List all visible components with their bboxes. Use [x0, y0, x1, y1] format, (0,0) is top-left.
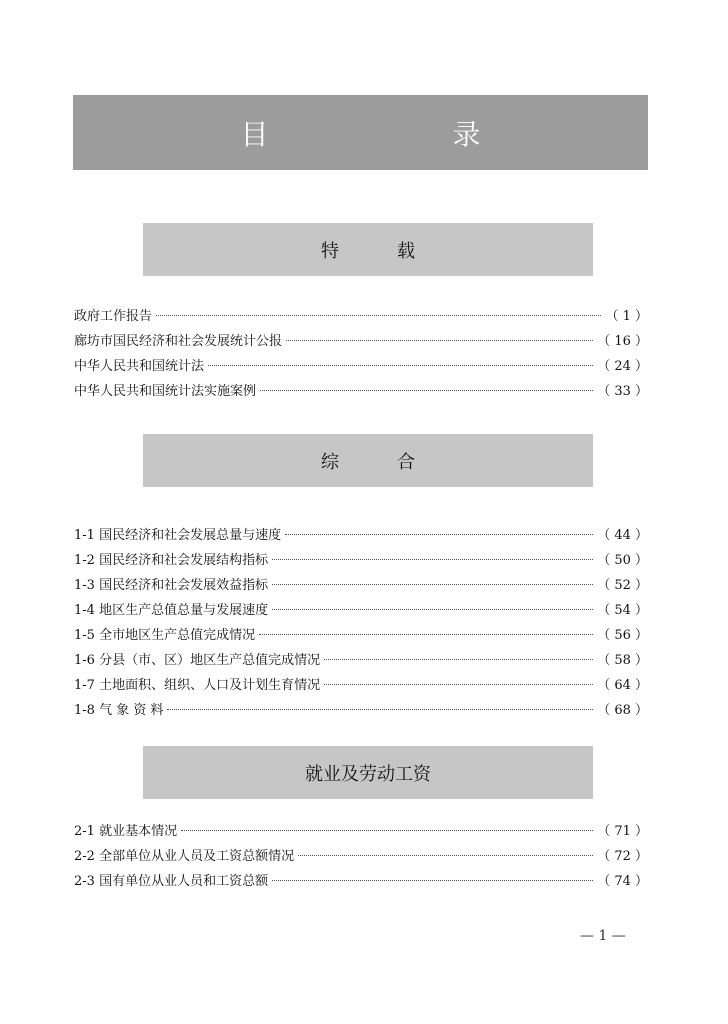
toc-entry-label: 1-8 气 象 资 料 [74, 703, 164, 718]
toc-entry[interactable] [74, 329, 648, 354]
toc-entry-label: 1-5 全市地区生产总值完成情况 [74, 628, 256, 643]
section-header-special [143, 223, 593, 276]
toc-entry-label: 1-1 国民经济和社会发展总量与速度 [74, 528, 282, 543]
toc-entry-page: （ 44 ） [597, 528, 648, 543]
toc-entry[interactable] [74, 548, 648, 573]
toc-entry-page: （ 64 ） [597, 678, 648, 693]
dot-leader [286, 340, 593, 341]
toc-entry[interactable] [74, 523, 648, 548]
dot-leader [208, 365, 593, 366]
toc-entry-label: 1-4 地区生产总值总量与发展速度 [74, 603, 269, 618]
toc-entry-label: 中华人民共和国统计法 [74, 359, 205, 374]
toc-entry[interactable] [74, 673, 648, 698]
toc-entry-page: （ 33 ） [597, 384, 648, 399]
toc-entry-page: （ 56 ） [597, 628, 648, 643]
toc-entry-page: （ 1 ） [605, 309, 648, 324]
toc-list-employment [74, 819, 648, 894]
toc-list-special [74, 304, 648, 404]
toc-entry[interactable] [74, 379, 648, 404]
toc-entry-page: （ 16 ） [597, 334, 648, 349]
toc-entry[interactable] [74, 598, 648, 623]
dot-leader [272, 584, 593, 585]
toc-entry-page: （ 58 ） [597, 653, 648, 668]
toc-entry-page: （ 52 ） [597, 578, 648, 593]
toc-entry-page: （ 24 ） [597, 359, 648, 374]
toc-entry-label: 1-2 国民经济和社会发展结构指标 [74, 553, 269, 568]
page-number-footer: — 1 — [580, 928, 626, 944]
dot-leader [272, 609, 593, 610]
section-heading: 特 载 [321, 240, 435, 262]
toc-list-general [74, 523, 648, 723]
toc-entry-label: 中华人民共和国统计法实施案例 [74, 384, 257, 399]
dot-leader [285, 534, 593, 535]
dot-leader [181, 830, 593, 831]
toc-title-bar [73, 95, 648, 170]
toc-entry-label: 1-7 土地面积、组织、人口及计划生育情况 [74, 678, 321, 693]
dot-leader [272, 880, 593, 881]
toc-entry-page: （ 71 ） [597, 824, 648, 839]
toc-entry-label: 1-6 分县（市、区）地区生产总值完成情况 [74, 653, 321, 668]
toc-entry-label: 2-3 国有单位从业人员和工资总额 [74, 874, 269, 889]
toc-entry-label: 2-2 全部单位从业人员及工资总额情况 [74, 849, 295, 864]
toc-entry-page: （ 50 ） [597, 553, 648, 568]
section-heading: 综 合 [321, 451, 435, 473]
section-header-employment [143, 746, 593, 799]
toc-entry-label: 政府工作报告 [74, 309, 153, 324]
toc-entry[interactable] [74, 304, 648, 329]
toc-entry[interactable] [74, 698, 648, 723]
toc-entry-page: （ 54 ） [597, 603, 648, 618]
dot-leader [167, 709, 593, 710]
toc-entry[interactable] [74, 354, 648, 379]
toc-entry-page: （ 68 ） [597, 703, 648, 718]
dot-leader [272, 559, 593, 560]
section-heading: 就业及劳动工资 [305, 763, 431, 785]
dot-leader [260, 390, 593, 391]
toc-entry-page: （ 72 ） [597, 849, 648, 864]
page-title: 目 录 [240, 117, 559, 151]
toc-entry[interactable] [74, 869, 648, 894]
toc-entry-page: （ 74 ） [597, 874, 648, 889]
dot-leader [324, 659, 593, 660]
dot-leader [298, 855, 593, 856]
toc-entry[interactable] [74, 573, 648, 598]
toc-entry-label: 廊坊市国民经济和社会发展统计公报 [74, 334, 283, 349]
dot-leader [156, 315, 601, 316]
dot-leader [259, 634, 593, 635]
dot-leader [324, 684, 593, 685]
toc-entry-label: 1-3 国民经济和社会发展效益指标 [74, 578, 269, 593]
toc-entry[interactable] [74, 623, 648, 648]
section-header-general [143, 434, 593, 487]
toc-entry[interactable] [74, 819, 648, 844]
toc-entry-label: 2-1 就业基本情况 [74, 824, 178, 839]
toc-entry[interactable] [74, 648, 648, 673]
toc-entry[interactable] [74, 844, 648, 869]
